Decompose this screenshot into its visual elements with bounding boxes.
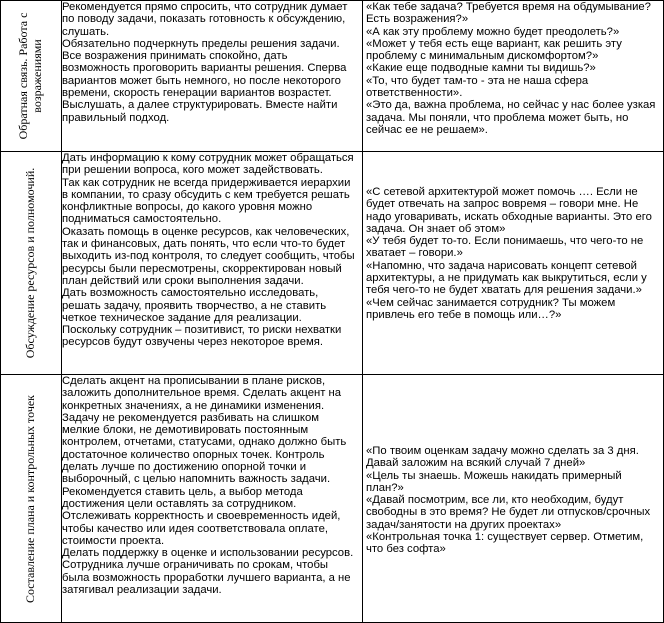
- phrase-paragraph: «По твоим оценкам задачу можно сделать за 3 дня. Давай заложим на всякий случай 7 дней»: [366, 445, 639, 470]
- phrase-paragraph: «Давай посмотрим, все ли, кто необходим, будут свободны в это время? Не будет ли отпусков/срочных задач/занятости на других проектах»: [366, 494, 651, 531]
- phrase-paragraph: «Контрольная точка 1: существует сервер. Отметим, что без софта»: [366, 531, 644, 556]
- row-label-cell: [0, 152, 60, 374]
- phrase-cell: [366, 445, 660, 622]
- phrase-paragraph: «А как эту проблему можно будет преодолеть?»: [366, 25, 620, 38]
- table-row: [0, 1, 664, 152]
- recommendation-paragraph: Так как сотрудник не всегда придерживается иерархии в компании, то сразу обсудить с кем требуется решать конфликтные вопросы, до какого уровня можно подниматься самостоятельно.: [62, 176, 351, 226]
- row-label-cell: [0, 375, 60, 622]
- row-label-cell: [0, 1, 60, 151]
- recommendation-paragraph: Поскольку сотрудник – позитивист, то риски нехватки ресурсов будут озвучены через некоторое время.: [62, 324, 342, 349]
- table-row: [0, 152, 664, 375]
- row-label-line: Обсуждение ресурсов и полномочий.: [23, 167, 37, 359]
- table-row: [0, 375, 664, 623]
- recommendation-paragraph: Рекомендуется прямо спросить, что сотрудник думает по поводу задачи, показать готовность к обсуждению, слушать.: [62, 1, 348, 38]
- recommendation-text: [62, 152, 357, 349]
- row-label-line: Составление плана и контрольных точек: [23, 394, 37, 603]
- phrase-paragraph: «Цель ты знаешь. Можешь накидать примерный план?»: [366, 469, 622, 494]
- recommendation-paragraph: Выслушать, а далее структурировать. Вместе найти правильный подход.: [62, 99, 338, 124]
- recommendation-paragraph: Дать информацию к кому сотрудник может обращаться при решении вопроса, кого может задействовать.: [62, 152, 354, 177]
- recommendation-paragraph: Отслеживать корректность и своевременность идей, чтобы качество или идея соответствовала оплате, стоимости проекта.: [62, 510, 341, 547]
- recommendation-cell: [62, 152, 357, 374]
- table-border-col2: [362, 375, 363, 622]
- recommendation-paragraph: Задачу не рекомендуется разбивать на слишком мелкие блоки, не демотивировать постоянным контролем, отчетами, статусами, однако должно быть достаточное количество опорных точек. Контроль делать лучше по достижению опорной точки и выборочный, с целью напомнить важность задачи.: [62, 411, 347, 486]
- phrase-paragraph: «Это да, важна проблема, но сейчас у нас более узкая задача. Мы поняли, что проблема может быть, но сейчас ее не решаем».: [366, 99, 656, 136]
- recommendation-text: [62, 375, 357, 596]
- phrase-text: [366, 445, 660, 556]
- recommendation-paragraph: Делать поддержку в оценке и использовании ресурсов.: [62, 547, 354, 560]
- table-border-col2: [362, 1, 363, 151]
- recommendation-text: [62, 1, 357, 124]
- row-label: [16, 13, 44, 140]
- phrase-paragraph: «У тебя будет то-то. Если понимаешь, что чего-то не хватает – говори.»: [366, 235, 644, 260]
- recommendation-cell: [62, 375, 357, 622]
- recommendation-paragraph: Все возражения принимать спокойно, дать возможность проговорить варианты решения. Сперва вариантов может быть немного, но после некоторого времени, скорость генерации вариантов возрастет.: [62, 50, 347, 100]
- recommendation-paragraph: Сделать акцент на прописывании в плане рисков, заложить дополнительное время. Сделать акцент на конкретных значениях, а не динамики изменения.: [62, 375, 342, 412]
- phrase-paragraph: «Может у тебя есть еще вариант, как решить эту проблему с минимальным дискомфортом?»: [366, 37, 622, 63]
- phrase-paragraph: «Чем сейчас занимается сотрудник? Ты можем привлечь его тебе в помощь или…?»: [366, 296, 616, 321]
- recommendation-paragraph: Дать возможность самостоятельно исследовать, решать задачу, проявить творчество, а не ставить четкое техническое задание для реализации.: [62, 287, 327, 324]
- phrase-text: [366, 186, 660, 321]
- recommendation-cell: [62, 1, 357, 151]
- recommendation-paragraph: Обязательно подчеркнуть пределы решения задачи.: [62, 37, 340, 50]
- phrase-cell: [366, 1, 660, 151]
- row-label: [23, 168, 37, 359]
- recommendation-paragraph: Сотрудника лучше ограничивать по срокам, чтобы была возможность проработки лучшего варианта, а не затягивал реализации задачи.: [62, 559, 351, 597]
- table-border-col2: [362, 152, 363, 374]
- recommendation-paragraph: Оказать помощь в оценке ресурсов, как человеческих, так и финансовых, дать понять, что если что-то будет выходить из-под контроля, то следует сообщить, чтобы ресурсы были пересмотрены, скорректирован новый план действий или сроки выполнения задачи.: [62, 225, 355, 287]
- row-label-line: Обратная связь. Работа с: [16, 12, 30, 140]
- phrase-paragraph: «С сетевой архитектурой может помочь …. Если не будет отвечать на запрос вовремя – говори мне. Не надо уговаривать, искать обходные варианты. Это его задача. Он знает об этом»: [366, 186, 652, 235]
- phrase-paragraph: «То, что будет там-то - эта не наша сфера ответственности».: [366, 74, 589, 100]
- phrase-paragraph: «Какие еще подводные камни ты видишь?»: [366, 62, 596, 75]
- row-label: [23, 394, 37, 602]
- phrase-cell: [366, 186, 660, 374]
- row-label-line: возражениями: [30, 39, 44, 113]
- phrase-paragraph: «Напомню, что задача нарисовать концепт сетевой архитектуры, а не придумать как выкрутиться, если у тебя чего-то не будет хватать для решения задачи.»: [366, 259, 647, 297]
- recommendation-paragraph: Рекомендуется ставить цель, а выбор метода достижения цели оставлять за сотрудником.: [62, 485, 303, 510]
- phrase-text: [366, 1, 660, 136]
- phrase-paragraph: «Как тебе задача? Требуется время на обдумывание? Есть возражения?»: [366, 1, 651, 26]
